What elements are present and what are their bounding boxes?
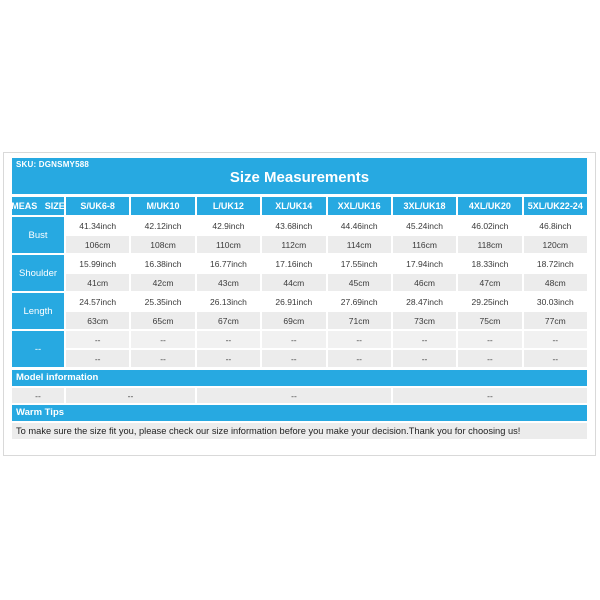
measurement-inch-cell: -- (131, 331, 194, 348)
measurement-inch-cell: 18.33inch (458, 255, 521, 272)
measurement-cm-cell: 67cm (197, 312, 260, 329)
measurement-inch-cell: 16.38inch (131, 255, 194, 272)
measurement-inch-cell: 25.35inch (131, 293, 194, 310)
measurement-cm-cell: 45cm (328, 274, 391, 291)
row-label: Bust (12, 217, 64, 253)
measurement-cm-cell: 77cm (524, 312, 587, 329)
measurement-cm-cell: -- (131, 350, 194, 367)
measurement-inch-cell: -- (393, 331, 456, 348)
measurement-cm-cell: 112cm (262, 236, 325, 253)
measurement-cm-cell: -- (262, 350, 325, 367)
size-header-cell: XL/UK14 (262, 197, 325, 215)
measurement-cm-cell: -- (328, 350, 391, 367)
measurement-inch-cell: 17.94inch (393, 255, 456, 272)
measurement-inch-cell: 28.47inch (393, 293, 456, 310)
measurement-cm-cell: 73cm (393, 312, 456, 329)
size-header-cell: L/UK12 (197, 197, 260, 215)
size-header-cell: XXL/UK16 (328, 197, 391, 215)
size-header-cell: 3XL/UK18 (393, 197, 456, 215)
measurement-cm-cell: 71cm (328, 312, 391, 329)
measurement-inch-cell: 16.77inch (197, 255, 260, 272)
model-information-row (12, 388, 587, 403)
measurement-inch-cell: 45.24inch (393, 217, 456, 234)
measurement-cm-cell: 65cm (131, 312, 194, 329)
measurement-inch-cell: 46.8inch (524, 217, 587, 234)
measurement-inch-cell: 24.57inch (66, 293, 129, 310)
measurement-inch-cell: 17.55inch (328, 255, 391, 272)
warm-tips-text: To make sure the size fit you, please check our size information before you make your decision.Thank you for choosing us! (12, 423, 587, 439)
measurement-inch-cell: 17.16inch (262, 255, 325, 272)
measurement-cm-cell: 44cm (262, 274, 325, 291)
model-info-cell: -- (197, 388, 391, 403)
measurement-cm-cell: 63cm (66, 312, 129, 329)
measurement-inch-cell: 41.34inch (66, 217, 129, 234)
measurement-inch-cell: -- (197, 331, 260, 348)
measurement-inch-cell: 42.12inch (131, 217, 194, 234)
measurement-inch-cell: -- (328, 331, 391, 348)
model-info-cell: -- (12, 388, 64, 403)
measurement-cm-cell: -- (66, 350, 129, 367)
measurement-inch-cell: -- (262, 331, 325, 348)
row-label: Shoulder (12, 255, 64, 291)
measurement-inch-cell: 30.03inch (524, 293, 587, 310)
measurement-cm-cell: 69cm (262, 312, 325, 329)
title-band (12, 158, 587, 194)
measurement-cm-cell: 106cm (66, 236, 129, 253)
measurement-inch-cell: 44.46inch (328, 217, 391, 234)
measurement-cm-cell: 120cm (524, 236, 587, 253)
measurement-inch-cell: 26.13inch (197, 293, 260, 310)
measurement-cm-cell: -- (524, 350, 587, 367)
row-label: Length (12, 293, 64, 329)
measurement-inch-cell: 26.91inch (262, 293, 325, 310)
size-chart-panel (3, 152, 596, 456)
measurement-cm-cell: 110cm (197, 236, 260, 253)
measurement-cm-cell: 108cm (131, 236, 194, 253)
size-header-cell: 4XL/UK20 (458, 197, 521, 215)
model-info-cell: -- (66, 388, 195, 403)
size-header-cell: 5XL/UK22-24 (524, 197, 587, 215)
measurement-cm-cell: -- (393, 350, 456, 367)
measurement-cm-cell: 48cm (524, 274, 587, 291)
measurement-cm-cell: 114cm (328, 236, 391, 253)
measurement-cm-cell: -- (458, 350, 521, 367)
size-table (12, 197, 587, 367)
measurement-inch-cell: 27.69inch (328, 293, 391, 310)
measurement-cm-cell: 46cm (393, 274, 456, 291)
corner-header-cell: MEAS SIZE (12, 197, 64, 215)
measurement-inch-cell: 29.25inch (458, 293, 521, 310)
page-title: Size Measurements (229, 169, 370, 186)
warm-tips-header: Warm Tips (12, 405, 587, 421)
measurement-cm-cell: 42cm (131, 274, 194, 291)
size-header-cell: M/UK10 (131, 197, 194, 215)
row-label: -- (12, 331, 64, 367)
sku-label: SKU: DGNSMY588 (16, 160, 90, 169)
measurement-inch-cell: -- (458, 331, 521, 348)
measurement-cm-cell: 43cm (197, 274, 260, 291)
measurement-cm-cell: 75cm (458, 312, 521, 329)
measurement-inch-cell: 43.68inch (262, 217, 325, 234)
measurement-cm-cell: 41cm (66, 274, 129, 291)
measurement-inch-cell: 15.99inch (66, 255, 129, 272)
measurement-cm-cell: 118cm (458, 236, 521, 253)
measurement-cm-cell: -- (197, 350, 260, 367)
measurement-cm-cell: 116cm (393, 236, 456, 253)
measurement-inch-cell: 42.9inch (197, 217, 260, 234)
measurement-inch-cell: -- (524, 331, 587, 348)
model-info-cell: -- (393, 388, 587, 403)
size-header-cell: S/UK6-8 (66, 197, 129, 215)
model-information-header: Model information (12, 370, 587, 386)
measurement-inch-cell: 46.02inch (458, 217, 521, 234)
measurement-inch-cell: 18.72inch (524, 255, 587, 272)
measurement-cm-cell: 47cm (458, 274, 521, 291)
measurement-inch-cell: -- (66, 331, 129, 348)
